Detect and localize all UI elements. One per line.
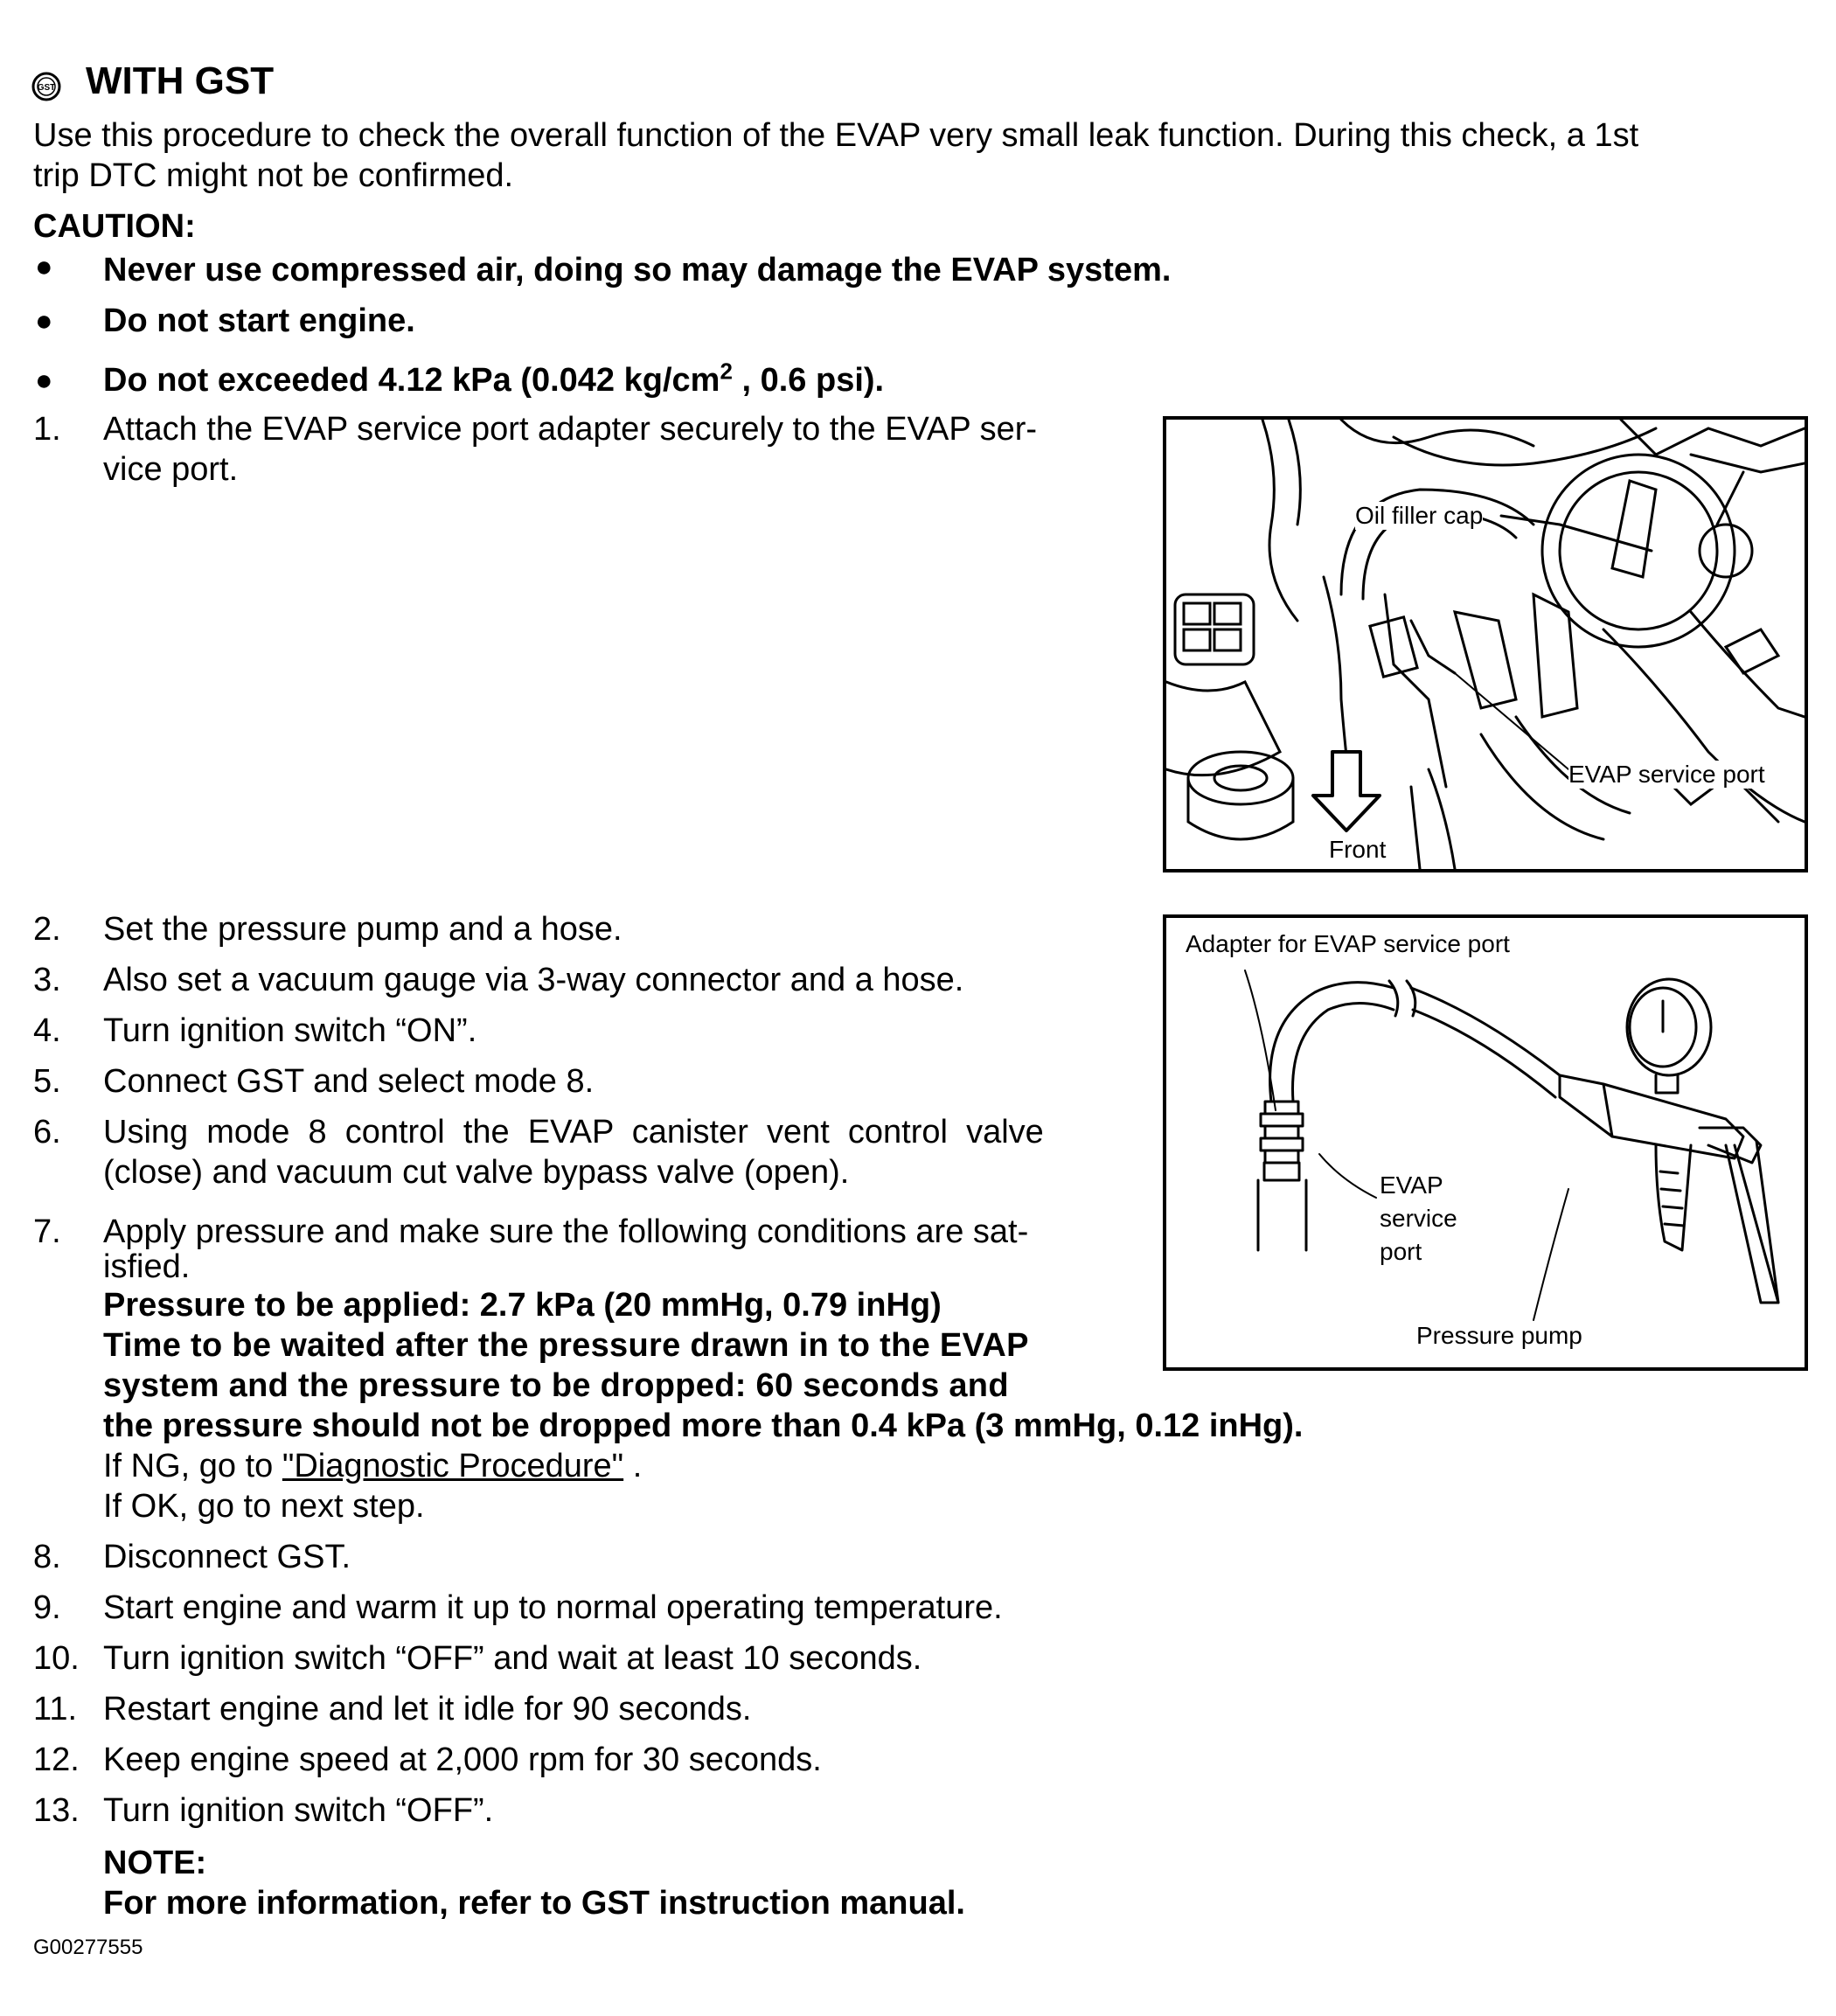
section-title: WITH GST bbox=[86, 59, 275, 102]
step-1: 1. Attach the EVAP service port adapter securely to the EVAP ser- vice port. bbox=[33, 411, 1038, 488]
figure-engine-bay bbox=[1163, 416, 1808, 872]
label-front: Front bbox=[1329, 836, 1387, 863]
label-evap-service-port: EVAP service port bbox=[1568, 761, 1765, 788]
label-evap-line2: service bbox=[1380, 1205, 1457, 1232]
figure-id: G00277555 bbox=[33, 1936, 143, 1959]
step-10: 10. Turn ignition switch “OFF” and wait at least 10 seconds. bbox=[33, 1640, 922, 1677]
spec-time-line2: system and the pressure to be dropped: 60 seconds and bbox=[103, 1367, 1009, 1404]
bullet-icon: ● bbox=[35, 364, 53, 397]
bullet-icon: ● bbox=[35, 250, 53, 283]
engine-bay-illustration bbox=[1166, 420, 1805, 869]
caution-bullet-1: ● Never use compressed air, doing so may damage the EVAP system. bbox=[35, 250, 1172, 288]
note-label: NOTE: bbox=[103, 1845, 207, 1881]
step-9: 9. Start engine and warm it up to normal operating temperature. bbox=[33, 1589, 1003, 1626]
gst-icon bbox=[31, 72, 61, 101]
label-adapter: Adapter for EVAP service port bbox=[1186, 930, 1510, 957]
spec-time-line1: Time to be waited after the pressure drawn in to the EVAP bbox=[103, 1327, 1029, 1364]
step-8: 8. Disconnect GST. bbox=[33, 1539, 351, 1575]
step-12: 12. Keep engine speed at 2,000 rpm for 30 seconds. bbox=[33, 1741, 822, 1778]
step-2: 2. Set the pressure pump and a hose. bbox=[33, 911, 622, 948]
spec-pressure: Pressure to be applied: 2.7 kPa (20 mmHg, 0.79 inHg) bbox=[103, 1287, 942, 1324]
intro-text-line1: Use this procedure to check the overall function of the EVAP very small leak function. During this check, a 1st bbox=[33, 117, 1639, 154]
note-text: For more information, refer to GST instruction manual. bbox=[103, 1885, 965, 1922]
intro-text-line2: trip DTC might not be confirmed. bbox=[33, 157, 514, 194]
label-oil-filler-cap: Oil filler cap bbox=[1355, 502, 1484, 529]
step-11: 11. Restart engine and let it idle for 90 seconds. bbox=[33, 1691, 752, 1728]
caution-bullet-2: ● Do not start engine. bbox=[35, 302, 415, 339]
step-7: 7. Apply pressure and make sure the following conditions are sat- isfied. Pressure to be applied: 2.7 kPa (20 mmHg, 0.79 inHg) Time to be waited after the pressure drawn in to the EVAP system and the pressure to be dropped: 60 seconds and the pressure should not be dropped more than 0.4 kPa (3 mmHg, 0.12 inHg). If NG, go to "Diagnostic Procedure" . If OK, go to next step. bbox=[33, 1213, 1304, 1525]
label-evap-line3: port bbox=[1380, 1238, 1422, 1265]
spec-time-line3: the pressure should not be dropped more than 0.4 kPa (3 mmHg, 0.12 inHg). bbox=[103, 1408, 1304, 1444]
bullet-icon: ● bbox=[35, 304, 53, 337]
step-3: 3. Also set a vacuum gauge via 3-way connector and a hose. bbox=[33, 962, 964, 998]
caution-label: CAUTION: bbox=[33, 208, 196, 245]
svg-text:GST: GST bbox=[37, 83, 56, 93]
diagnostic-procedure-link[interactable]: "Diagnostic Procedure" bbox=[282, 1448, 624, 1484]
step-5: 5. Connect GST and select mode 8. bbox=[33, 1063, 595, 1100]
ok-line: If OK, go to next step. bbox=[103, 1488, 425, 1525]
step-13: 13. Turn ignition switch “OFF”. bbox=[33, 1792, 494, 1829]
caution-bullet-3: ● Do not exceeded 4.12 kPa (0.042 $kg/cm^2$ , 0.6 psi). bbox=[35, 358, 885, 399]
step-4: 4. Turn ignition switch “ON”. bbox=[33, 1012, 477, 1049]
ng-line: If NG, go to "Diagnostic Procedure" . bbox=[103, 1448, 643, 1484]
label-evap-line1: EVAP bbox=[1380, 1171, 1443, 1199]
step-6: 6. Using mode 8 control the EVAP canister vent control valve (close) and vacuum cut valve bypass valve (open). bbox=[33, 1114, 1044, 1191]
label-pressure-pump: Pressure pump bbox=[1416, 1322, 1582, 1349]
